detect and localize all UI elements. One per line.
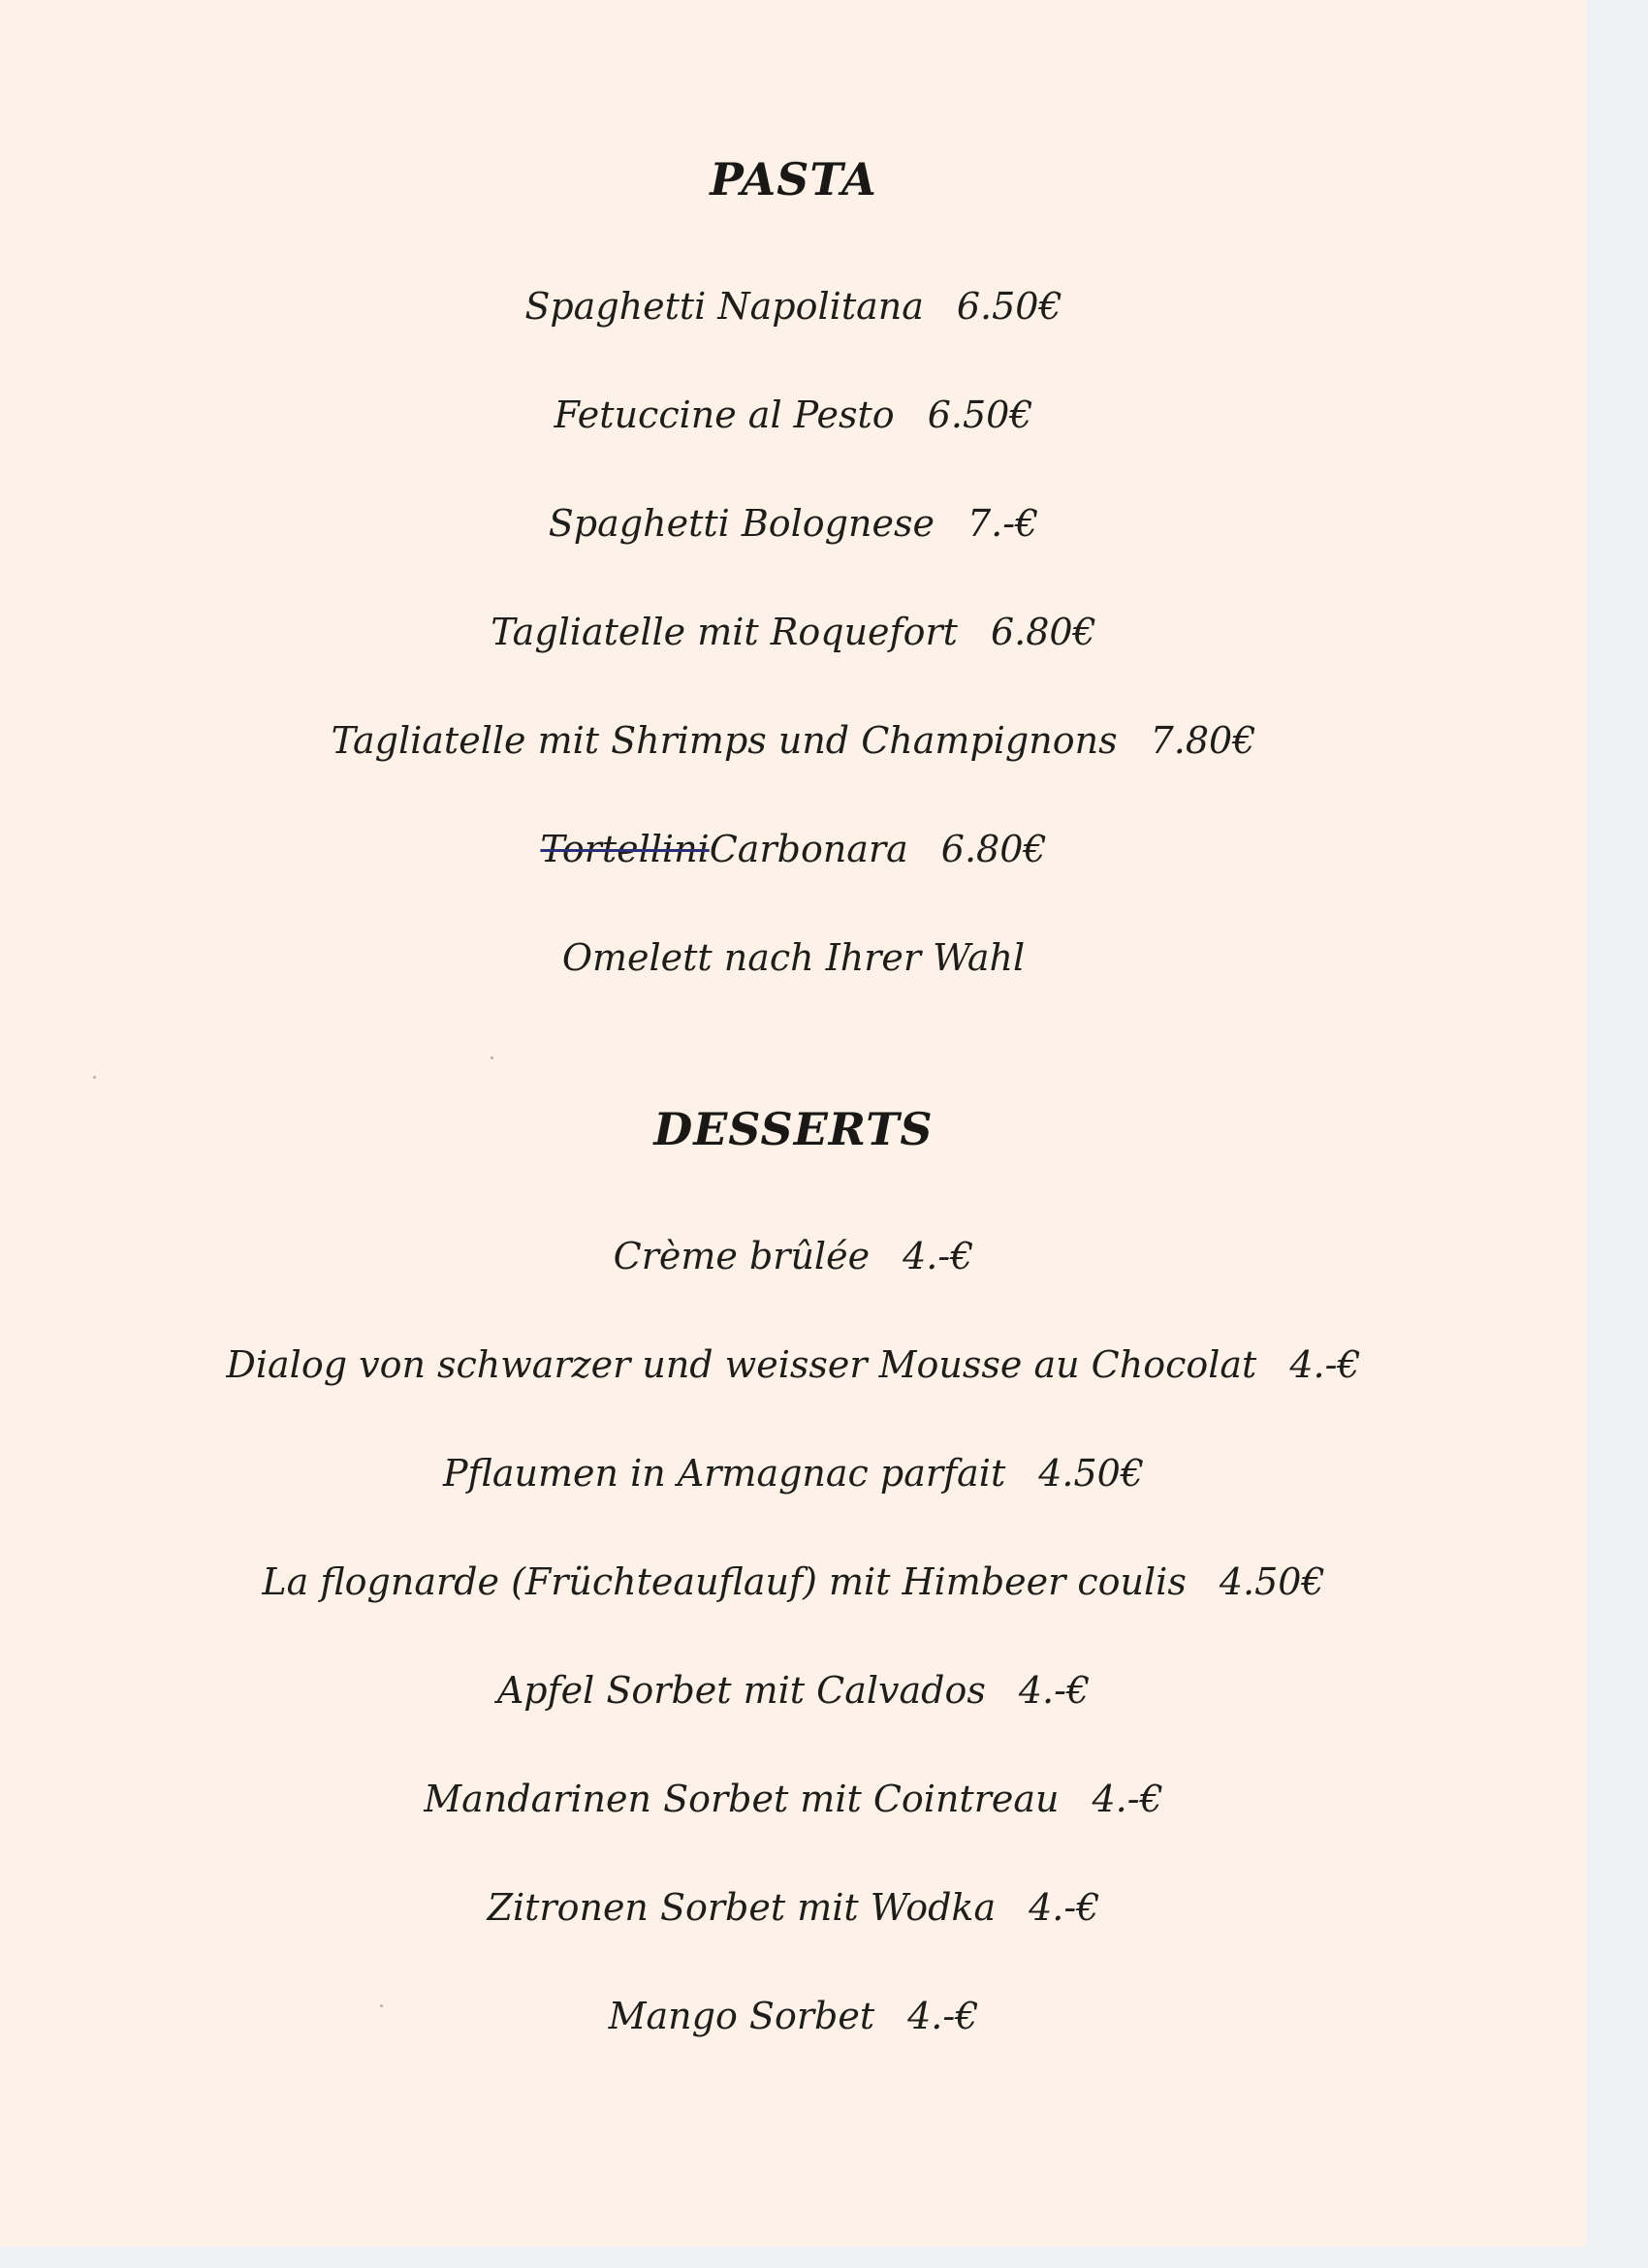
paper-speck: [491, 1056, 493, 1059]
menu-item: [0, 609, 1587, 655]
dish-price: 6.50€: [956, 285, 1062, 328]
dish-name: Tagliatelle mit Shrimps und Champignons: [331, 719, 1118, 762]
dish-price: 4.-€: [1018, 1669, 1091, 1712]
dish-name: Mango Sorbet: [608, 1995, 875, 2037]
menu-item: [0, 1559, 1587, 1605]
dish-price: 4.-€: [907, 1995, 979, 2037]
dish-name: La flognarde (Früchteauflauf) mit Himbeer coulis: [262, 1560, 1187, 1603]
dish-name: Fetuccine al Pesto: [554, 394, 895, 436]
dish-name: Carbonara: [709, 828, 908, 870]
dish-name: Apfel Sorbet mit Calvados: [496, 1669, 986, 1712]
paper-speck: [93, 1076, 96, 1079]
menu-item: [0, 283, 1587, 330]
menu-item: [0, 717, 1587, 764]
dish-name: Omelett nach Ihrer Wahl: [561, 936, 1026, 979]
dish-price: 4.50€: [1219, 1560, 1325, 1603]
scan-background-right: [1587, 0, 1648, 2268]
desserts-heading: DESSERTS: [653, 1103, 934, 1155]
dish-price: 4.-€: [1289, 1343, 1361, 1386]
menu-item: [0, 1341, 1587, 1388]
dish-price: 7.-€: [967, 502, 1039, 545]
menu-item: [0, 934, 1587, 981]
dish-name: Pflaumen in Armagnac parfait: [442, 1452, 1006, 1495]
pasta-heading: PASTA: [710, 153, 877, 205]
dish-name: Mandarinen Sorbet mit Cointreau: [424, 1778, 1060, 1820]
dish-name: Dialog von schwarzer und weisser Mousse au Chocolat: [226, 1343, 1257, 1386]
menu-item: [0, 1233, 1587, 1279]
menu-item: [0, 500, 1587, 547]
menu-item: [0, 1450, 1587, 1496]
menu-item: [0, 392, 1587, 438]
dish-name: Spaghetti Bolognese: [548, 502, 935, 545]
menu-item: [0, 1776, 1587, 1822]
dish-price: 6.80€: [940, 828, 1047, 870]
dish-price: 4.-€: [903, 1235, 974, 1277]
dish-price: 4.50€: [1038, 1452, 1145, 1495]
struck-out-word: Tortellini: [540, 828, 710, 870]
dish-price: 4.-€: [1029, 1886, 1100, 1929]
menu-item: [0, 826, 1587, 872]
dish-price: 6.50€: [927, 394, 1033, 436]
dish-name: Spaghetti Napolitana: [524, 285, 924, 328]
dish-name: Tagliatelle mit Roquefort: [491, 611, 958, 653]
dish-name: Zitronen Sorbet mit Wodka: [487, 1886, 997, 1929]
menu-item: [0, 1884, 1587, 1931]
menu-item: [0, 1667, 1587, 1714]
dish-price: 7.80€: [1150, 719, 1256, 762]
scan-background-bottom: [0, 2247, 1648, 2268]
dish-price: 4.-€: [1092, 1778, 1163, 1820]
dish-name: Crème brûlée: [613, 1235, 871, 1277]
dish-price: 6.80€: [990, 611, 1096, 653]
menu-item: [0, 1993, 1587, 2039]
